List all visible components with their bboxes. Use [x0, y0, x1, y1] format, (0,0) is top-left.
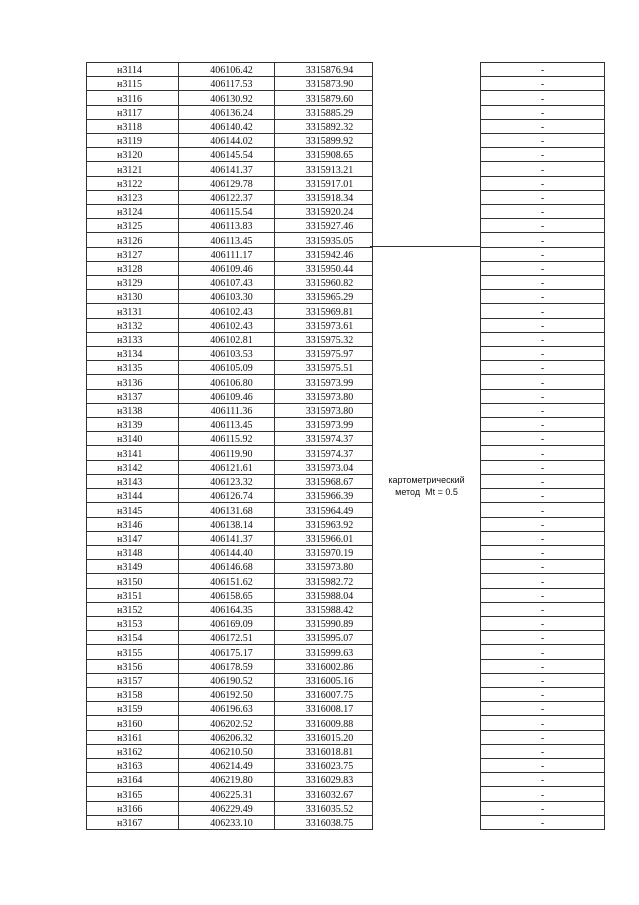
- point-name-cell: н3155: [87, 645, 179, 659]
- table-row: [87, 801, 605, 815]
- accuracy-dash-cell: -: [481, 574, 605, 588]
- table-row: [87, 616, 605, 630]
- point-name-cell: н3117: [87, 105, 179, 119]
- table-row: [87, 418, 605, 432]
- accuracy-dash-cell: -: [481, 63, 605, 77]
- point-name-cell: н3125: [87, 219, 179, 233]
- point-name-cell: н3126: [87, 233, 179, 247]
- point-name-cell: н3115: [87, 77, 179, 91]
- accuracy-dash-cell: -: [481, 631, 605, 645]
- accuracy-dash-cell: -: [481, 233, 605, 247]
- table-row: [87, 531, 605, 545]
- y-coordinate-cell: 3316002.86: [275, 659, 373, 673]
- table-row: [87, 276, 605, 290]
- y-coordinate-cell: 3316005.16: [275, 673, 373, 687]
- accuracy-dash-cell: -: [481, 148, 605, 162]
- table-row: [87, 574, 605, 588]
- y-coordinate-cell: 3315968.67: [275, 474, 373, 488]
- x-coordinate-cell: 406102.43: [179, 318, 275, 332]
- table-row: [87, 318, 605, 332]
- table-row: [87, 77, 605, 91]
- x-coordinate-cell: 406109.46: [179, 261, 275, 275]
- point-name-cell: н3135: [87, 361, 179, 375]
- accuracy-dash-cell: -: [481, 446, 605, 460]
- x-coordinate-cell: 406144.40: [179, 545, 275, 559]
- accuracy-dash-cell: -: [481, 787, 605, 801]
- y-coordinate-cell: 3316008.17: [275, 702, 373, 716]
- point-name-cell: н3156: [87, 659, 179, 673]
- accuracy-dash-cell: -: [481, 347, 605, 361]
- x-coordinate-cell: 406102.81: [179, 332, 275, 346]
- point-name-cell: н3133: [87, 332, 179, 346]
- y-coordinate-cell: 3315913.21: [275, 162, 373, 176]
- y-coordinate-cell: 3315966.01: [275, 531, 373, 545]
- y-coordinate-cell: 3315973.80: [275, 389, 373, 403]
- x-coordinate-cell: 406106.42: [179, 63, 275, 77]
- table-row: [87, 219, 605, 233]
- accuracy-dash-cell: -: [481, 219, 605, 233]
- table-row: [87, 233, 605, 247]
- method-label-line2: метод Mt = 0.5: [395, 486, 458, 497]
- accuracy-dash-cell: -: [481, 205, 605, 219]
- table-row: [87, 162, 605, 176]
- point-name-cell: н3120: [87, 148, 179, 162]
- y-coordinate-cell: 3315988.42: [275, 602, 373, 616]
- x-coordinate-cell: 406141.37: [179, 531, 275, 545]
- table-row: [87, 375, 605, 389]
- y-coordinate-cell: 3316015.20: [275, 730, 373, 744]
- y-coordinate-cell: 3315974.37: [275, 446, 373, 460]
- table-row: [87, 91, 605, 105]
- table-row: [87, 744, 605, 758]
- y-coordinate-cell: 3315876.94: [275, 63, 373, 77]
- accuracy-dash-cell: -: [481, 162, 605, 176]
- x-coordinate-cell: 406138.14: [179, 517, 275, 531]
- point-name-cell: н3139: [87, 418, 179, 432]
- x-coordinate-cell: 406123.32: [179, 474, 275, 488]
- x-coordinate-cell: 406103.30: [179, 290, 275, 304]
- x-coordinate-cell: 406210.50: [179, 744, 275, 758]
- table-row: [87, 815, 605, 829]
- y-coordinate-cell: 3315975.51: [275, 361, 373, 375]
- x-coordinate-cell: 406175.17: [179, 645, 275, 659]
- accuracy-dash-cell: -: [481, 176, 605, 190]
- y-coordinate-cell: 3316038.75: [275, 815, 373, 829]
- point-name-cell: н3127: [87, 247, 179, 261]
- y-coordinate-cell: 3316035.52: [275, 801, 373, 815]
- table-row: [87, 119, 605, 133]
- y-coordinate-cell: 3315973.04: [275, 460, 373, 474]
- accuracy-dash-cell: -: [481, 290, 605, 304]
- table-row: [87, 134, 605, 148]
- x-coordinate-cell: 406107.43: [179, 276, 275, 290]
- table-row: [87, 148, 605, 162]
- point-name-cell: н3161: [87, 730, 179, 744]
- table-row: [87, 787, 605, 801]
- point-name-cell: н3147: [87, 531, 179, 545]
- accuracy-dash-cell: -: [481, 588, 605, 602]
- accuracy-dash-cell: -: [481, 730, 605, 744]
- point-name-cell: н3166: [87, 801, 179, 815]
- x-coordinate-cell: 406145.54: [179, 148, 275, 162]
- point-name-cell: н3149: [87, 560, 179, 574]
- accuracy-dash-cell: -: [481, 119, 605, 133]
- accuracy-dash-cell: -: [481, 758, 605, 772]
- y-coordinate-cell: 3315982.72: [275, 574, 373, 588]
- table-row: [87, 347, 605, 361]
- point-name-cell: н3128: [87, 261, 179, 275]
- y-coordinate-cell: 3315965.29: [275, 290, 373, 304]
- point-name-cell: н3162: [87, 744, 179, 758]
- table-row: [87, 446, 605, 460]
- y-coordinate-cell: 3315927.46: [275, 219, 373, 233]
- y-coordinate-cell: 3315988.04: [275, 588, 373, 602]
- point-name-cell: н3151: [87, 588, 179, 602]
- x-coordinate-cell: 406206.32: [179, 730, 275, 744]
- x-coordinate-cell: 406122.37: [179, 190, 275, 204]
- y-coordinate-cell: 3316007.75: [275, 687, 373, 701]
- table-row: [87, 588, 605, 602]
- accuracy-dash-cell: -: [481, 815, 605, 829]
- x-coordinate-cell: 406136.24: [179, 105, 275, 119]
- method-label-line1: картометрический: [388, 474, 465, 485]
- table-row: [87, 432, 605, 446]
- x-coordinate-cell: 406219.80: [179, 773, 275, 787]
- accuracy-dash-cell: -: [481, 744, 605, 758]
- x-coordinate-cell: 406178.59: [179, 659, 275, 673]
- x-coordinate-cell: 406121.61: [179, 460, 275, 474]
- x-coordinate-cell: 406113.45: [179, 418, 275, 432]
- table-row: [87, 205, 605, 219]
- table-row: [87, 389, 605, 403]
- point-name-cell: н3140: [87, 432, 179, 446]
- table-row: [87, 716, 605, 730]
- accuracy-dash-cell: -: [481, 432, 605, 446]
- y-coordinate-cell: 3315873.90: [275, 77, 373, 91]
- accuracy-dash-cell: -: [481, 261, 605, 275]
- x-coordinate-cell: 406141.37: [179, 162, 275, 176]
- accuracy-dash-cell: -: [481, 503, 605, 517]
- accuracy-dash-cell: -: [481, 247, 605, 261]
- point-name-cell: н3119: [87, 134, 179, 148]
- point-name-cell: н3146: [87, 517, 179, 531]
- y-coordinate-cell: 3315973.61: [275, 318, 373, 332]
- accuracy-dash-cell: -: [481, 801, 605, 815]
- accuracy-dash-cell: -: [481, 489, 605, 503]
- accuracy-dash-cell: -: [481, 361, 605, 375]
- table-row: [87, 474, 605, 488]
- y-coordinate-cell: 3315975.97: [275, 347, 373, 361]
- y-coordinate-cell: 3315879.60: [275, 91, 373, 105]
- x-coordinate-cell: 406106.80: [179, 375, 275, 389]
- table-row: [87, 730, 605, 744]
- table-row: [87, 290, 605, 304]
- x-coordinate-cell: 406131.68: [179, 503, 275, 517]
- accuracy-dash-cell: -: [481, 276, 605, 290]
- table-row: [87, 645, 605, 659]
- y-coordinate-cell: 3315899.92: [275, 134, 373, 148]
- accuracy-dash-cell: -: [481, 304, 605, 318]
- point-name-cell: н3134: [87, 347, 179, 361]
- table-row: [87, 673, 605, 687]
- y-coordinate-cell: 3315950.44: [275, 261, 373, 275]
- y-coordinate-cell: 3315966.39: [275, 489, 373, 503]
- y-coordinate-cell: 3315999.63: [275, 645, 373, 659]
- point-name-cell: н3132: [87, 318, 179, 332]
- y-coordinate-cell: 3316032.67: [275, 787, 373, 801]
- point-name-cell: н3158: [87, 687, 179, 701]
- accuracy-dash-cell: -: [481, 659, 605, 673]
- x-coordinate-cell: 406164.35: [179, 602, 275, 616]
- accuracy-dash-cell: -: [481, 773, 605, 787]
- point-name-cell: н3148: [87, 545, 179, 559]
- accuracy-dash-cell: -: [481, 645, 605, 659]
- y-coordinate-cell: 3315920.24: [275, 205, 373, 219]
- y-coordinate-cell: 3315935.05: [275, 233, 373, 247]
- table-row: [87, 560, 605, 574]
- table-row: [87, 687, 605, 701]
- accuracy-dash-cell: -: [481, 687, 605, 701]
- x-coordinate-cell: 406202.52: [179, 716, 275, 730]
- x-coordinate-cell: 406105.09: [179, 361, 275, 375]
- y-coordinate-cell: 3315974.37: [275, 432, 373, 446]
- x-coordinate-cell: 406225.31: [179, 787, 275, 801]
- accuracy-dash-cell: -: [481, 375, 605, 389]
- point-name-cell: н3152: [87, 602, 179, 616]
- x-coordinate-cell: 406196.63: [179, 702, 275, 716]
- table-row: [87, 361, 605, 375]
- x-coordinate-cell: 406140.42: [179, 119, 275, 133]
- coordinates-table-body: [87, 63, 605, 830]
- accuracy-dash-cell: -: [481, 389, 605, 403]
- point-name-cell: н3157: [87, 673, 179, 687]
- table-row: [87, 332, 605, 346]
- y-coordinate-cell: 3315917.01: [275, 176, 373, 190]
- point-name-cell: н3137: [87, 389, 179, 403]
- y-coordinate-cell: 3315973.80: [275, 403, 373, 417]
- accuracy-dash-cell: -: [481, 134, 605, 148]
- table-row: [87, 105, 605, 119]
- x-coordinate-cell: 406190.52: [179, 673, 275, 687]
- accuracy-dash-cell: -: [481, 702, 605, 716]
- y-coordinate-cell: 3315964.49: [275, 503, 373, 517]
- method-cell: [373, 63, 481, 830]
- y-coordinate-cell: 3315975.32: [275, 332, 373, 346]
- x-coordinate-cell: 406126.74: [179, 489, 275, 503]
- table-row: [87, 602, 605, 616]
- y-coordinate-cell: 3315973.99: [275, 418, 373, 432]
- table-row: [87, 545, 605, 559]
- accuracy-dash-cell: -: [481, 190, 605, 204]
- accuracy-dash-cell: -: [481, 716, 605, 730]
- table-row: [87, 304, 605, 318]
- x-coordinate-cell: 406113.83: [179, 219, 275, 233]
- x-coordinate-cell: 406130.92: [179, 91, 275, 105]
- accuracy-dash-cell: -: [481, 616, 605, 630]
- point-name-cell: н3144: [87, 489, 179, 503]
- accuracy-dash-cell: -: [481, 105, 605, 119]
- x-coordinate-cell: 406103.53: [179, 347, 275, 361]
- point-name-cell: н3121: [87, 162, 179, 176]
- y-coordinate-cell: 3315970.19: [275, 545, 373, 559]
- x-coordinate-cell: 406158.65: [179, 588, 275, 602]
- x-coordinate-cell: 406117.53: [179, 77, 275, 91]
- table-row: [87, 631, 605, 645]
- table-row: [87, 659, 605, 673]
- y-coordinate-cell: 3315960.82: [275, 276, 373, 290]
- x-coordinate-cell: 406115.92: [179, 432, 275, 446]
- accuracy-dash-cell: -: [481, 332, 605, 346]
- point-name-cell: н3131: [87, 304, 179, 318]
- point-name-cell: н3143: [87, 474, 179, 488]
- y-coordinate-cell: 3316009.88: [275, 716, 373, 730]
- y-coordinate-cell: 3315995.07: [275, 631, 373, 645]
- x-coordinate-cell: 406151.62: [179, 574, 275, 588]
- point-name-cell: н3164: [87, 773, 179, 787]
- y-coordinate-cell: 3315963.92: [275, 517, 373, 531]
- table-row: [87, 176, 605, 190]
- table-row: [87, 758, 605, 772]
- coordinates-table: [86, 62, 605, 830]
- y-coordinate-cell: 3315973.80: [275, 560, 373, 574]
- point-name-cell: н3129: [87, 276, 179, 290]
- table-row: [87, 63, 605, 77]
- x-coordinate-cell: 406146.68: [179, 560, 275, 574]
- accuracy-dash-cell: -: [481, 418, 605, 432]
- point-name-cell: н3154: [87, 631, 179, 645]
- x-coordinate-cell: 406111.17: [179, 247, 275, 261]
- point-name-cell: н3142: [87, 460, 179, 474]
- table-row: [87, 190, 605, 204]
- accuracy-dash-cell: -: [481, 560, 605, 574]
- point-name-cell: н3159: [87, 702, 179, 716]
- point-name-cell: н3118: [87, 119, 179, 133]
- y-coordinate-cell: 3315973.99: [275, 375, 373, 389]
- x-coordinate-cell: 406192.50: [179, 687, 275, 701]
- accuracy-dash-cell: -: [481, 531, 605, 545]
- y-coordinate-cell: 3315918.34: [275, 190, 373, 204]
- accuracy-dash-cell: -: [481, 602, 605, 616]
- y-coordinate-cell: 3316029.83: [275, 773, 373, 787]
- x-coordinate-cell: 406214.49: [179, 758, 275, 772]
- x-coordinate-cell: 406102.43: [179, 304, 275, 318]
- point-name-cell: н3165: [87, 787, 179, 801]
- accuracy-dash-cell: -: [481, 91, 605, 105]
- table-row: [87, 460, 605, 474]
- x-coordinate-cell: 406119.90: [179, 446, 275, 460]
- table-row: [87, 489, 605, 503]
- y-coordinate-cell: 3315969.81: [275, 304, 373, 318]
- y-coordinate-cell: 3316018.81: [275, 744, 373, 758]
- table-row: [87, 702, 605, 716]
- x-coordinate-cell: 406229.49: [179, 801, 275, 815]
- accuracy-dash-cell: -: [481, 403, 605, 417]
- table-row: [87, 403, 605, 417]
- x-coordinate-cell: 406111.36: [179, 403, 275, 417]
- table-row: [87, 517, 605, 531]
- point-name-cell: н3123: [87, 190, 179, 204]
- accuracy-dash-cell: -: [481, 673, 605, 687]
- x-coordinate-cell: 406144.02: [179, 134, 275, 148]
- table-row: [87, 773, 605, 787]
- y-coordinate-cell: 3316023.75: [275, 758, 373, 772]
- y-coordinate-cell: 3315990.89: [275, 616, 373, 630]
- accuracy-dash-cell: -: [481, 474, 605, 488]
- y-coordinate-cell: 3315942.46: [275, 247, 373, 261]
- table-row: [87, 503, 605, 517]
- y-coordinate-cell: 3315885.29: [275, 105, 373, 119]
- method-divider-line: [370, 246, 480, 247]
- x-coordinate-cell: 406113.45: [179, 233, 275, 247]
- point-name-cell: н3141: [87, 446, 179, 460]
- accuracy-dash-cell: -: [481, 460, 605, 474]
- point-name-cell: н3145: [87, 503, 179, 517]
- point-name-cell: н3136: [87, 375, 179, 389]
- table-row: [87, 261, 605, 275]
- point-name-cell: н3150: [87, 574, 179, 588]
- x-coordinate-cell: 406172.51: [179, 631, 275, 645]
- point-name-cell: н3160: [87, 716, 179, 730]
- table-row: [87, 247, 605, 261]
- y-coordinate-cell: 3315908.65: [275, 148, 373, 162]
- point-name-cell: н3153: [87, 616, 179, 630]
- accuracy-dash-cell: -: [481, 517, 605, 531]
- x-coordinate-cell: 406129.78: [179, 176, 275, 190]
- accuracy-dash-cell: -: [481, 545, 605, 559]
- point-name-cell: н3163: [87, 758, 179, 772]
- point-name-cell: н3124: [87, 205, 179, 219]
- x-coordinate-cell: 406169.09: [179, 616, 275, 630]
- point-name-cell: н3114: [87, 63, 179, 77]
- point-name-cell: н3138: [87, 403, 179, 417]
- y-coordinate-cell: 3315892.32: [275, 119, 373, 133]
- point-name-cell: н3167: [87, 815, 179, 829]
- accuracy-dash-cell: -: [481, 318, 605, 332]
- accuracy-dash-cell: -: [481, 77, 605, 91]
- x-coordinate-cell: 406109.46: [179, 389, 275, 403]
- x-coordinate-cell: 406115.54: [179, 205, 275, 219]
- point-name-cell: н3130: [87, 290, 179, 304]
- point-name-cell: н3116: [87, 91, 179, 105]
- x-coordinate-cell: 406233.10: [179, 815, 275, 829]
- point-name-cell: н3122: [87, 176, 179, 190]
